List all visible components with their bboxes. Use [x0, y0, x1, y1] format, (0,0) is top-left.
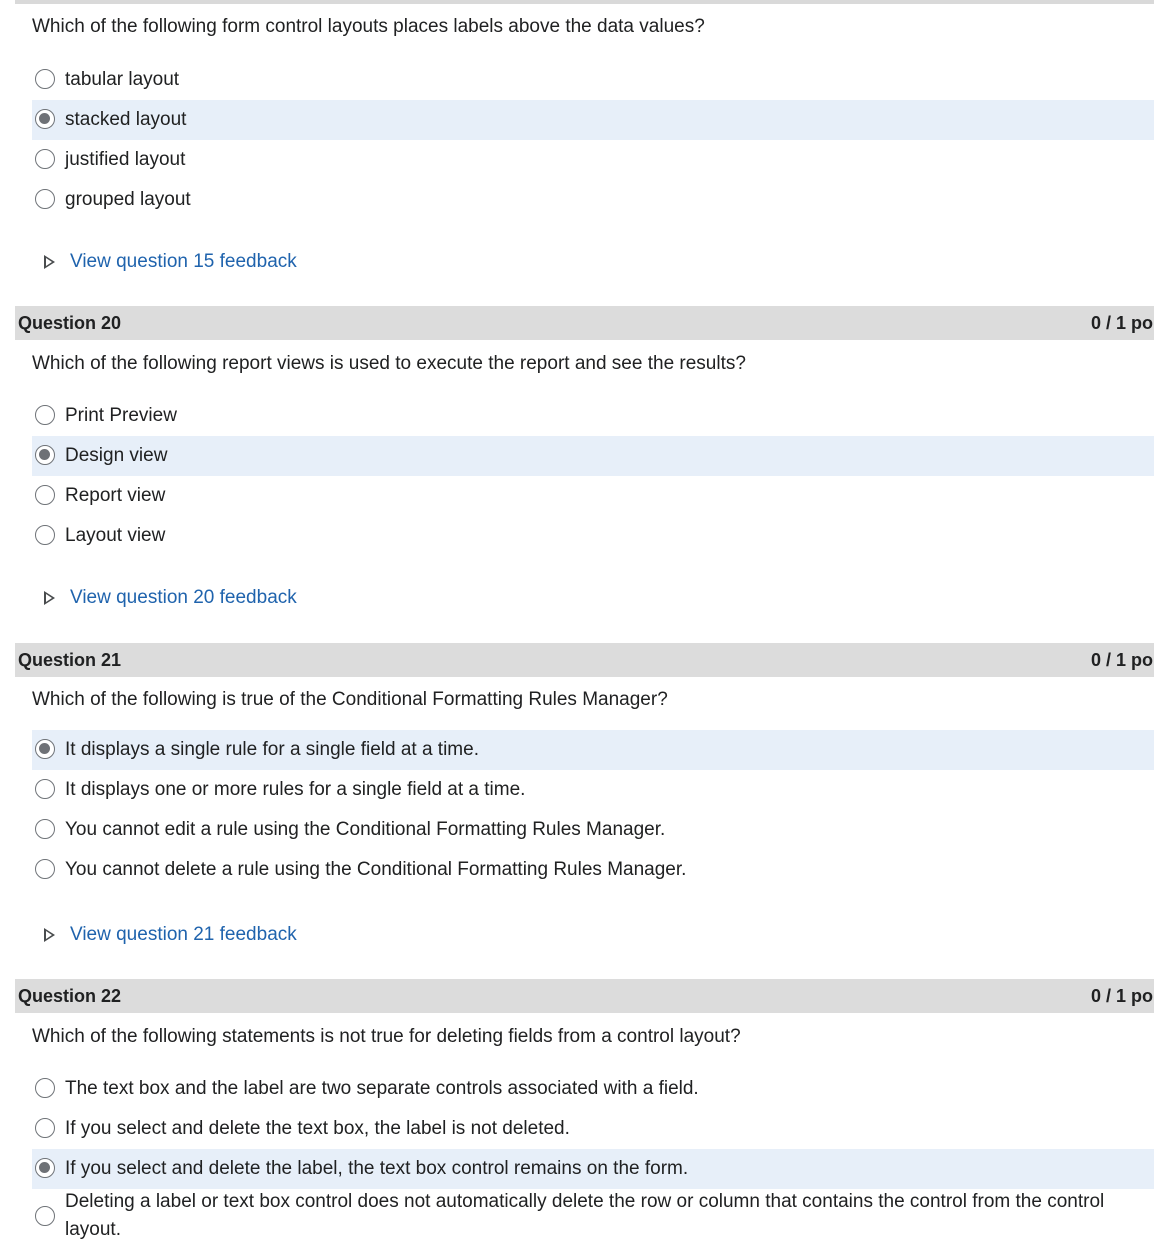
question-15-text: Which of the following form control layouts places labels above the data values? — [32, 16, 705, 37]
answer-option-label: You cannot delete a rule using the Conditional Formatting Rules Manager. — [65, 859, 687, 880]
answer-option[interactable] — [32, 810, 1154, 850]
radio-button[interactable] — [35, 1118, 55, 1138]
answer-option[interactable] — [32, 140, 1154, 180]
feedback-link[interactable]: View question 21 feedback — [70, 924, 297, 945]
radio-button[interactable] — [35, 109, 55, 129]
feedback-link[interactable]: View question 15 feedback — [70, 251, 297, 272]
answer-option-label: Layout view — [65, 525, 166, 546]
answer-option[interactable] — [32, 1149, 1154, 1189]
answer-option[interactable] — [32, 180, 1154, 220]
answer-option-label: grouped layout — [65, 189, 191, 210]
radio-dot-icon — [39, 113, 50, 124]
answer-option-label: You cannot edit a rule using the Conditional Formatting Rules Manager. — [65, 819, 666, 840]
radio-button[interactable] — [35, 405, 55, 425]
question-21-choices — [32, 730, 1154, 890]
question-title: Question 20 — [18, 313, 122, 333]
answer-option-label: It displays one or more rules for a single field at a time. — [65, 779, 526, 800]
radio-button[interactable] — [35, 149, 55, 169]
answer-option[interactable] — [32, 1069, 1154, 1109]
question-header — [15, 643, 1154, 677]
radio-dot-icon — [39, 743, 50, 754]
question-title: Question 21 — [18, 650, 122, 670]
radio-button[interactable] — [35, 485, 55, 505]
answer-option[interactable] — [32, 436, 1154, 476]
answer-option-label: The text box and the label are two separate controls associated with a field. — [65, 1078, 699, 1099]
answer-option-label: Print Preview — [65, 405, 177, 426]
radio-button[interactable] — [35, 739, 55, 759]
question-15-choices — [32, 60, 1154, 220]
radio-button[interactable] — [35, 859, 55, 879]
answer-option[interactable] — [32, 476, 1154, 516]
answer-option-label: Report view — [65, 485, 166, 506]
answer-option[interactable] — [32, 396, 1154, 436]
question-21-text: Which of the following is true of the Conditional Formatting Rules Manager? — [32, 689, 668, 710]
radio-button[interactable] — [35, 445, 55, 465]
answer-option[interactable] — [32, 516, 1154, 556]
answer-option[interactable] — [32, 1109, 1154, 1149]
answer-option-label: If you select and delete the text box, the label is not deleted. — [65, 1118, 570, 1139]
question-22-choices — [32, 1069, 1154, 1245]
question-20-text: Which of the following report views is used to execute the report and see the results? — [32, 353, 746, 374]
answer-option-label: stacked layout — [65, 109, 187, 130]
feedback-link[interactable]: View question 20 feedback — [70, 587, 297, 608]
question-22-text: Which of the following statements is not true for deleting fields from a control layout? — [32, 1026, 741, 1047]
question-title: Question 22 — [18, 986, 122, 1006]
expand-triangle-icon — [44, 928, 55, 942]
radio-dot-icon — [39, 1162, 50, 1173]
answer-option-label: Deleting a label or text box control does not automatically delete the row or column that contains the control from the control layout. — [65, 1191, 1105, 1240]
radio-button[interactable] — [35, 69, 55, 89]
top-divider — [15, 0, 1154, 4]
answer-option-label: Design view — [65, 445, 168, 466]
radio-button[interactable] — [35, 525, 55, 545]
answer-option[interactable] — [32, 850, 1154, 890]
answer-option-label: justified layout — [65, 149, 186, 170]
answer-option-label: It displays a single rule for a single field at a time. — [65, 739, 479, 760]
answer-option[interactable] — [32, 60, 1154, 100]
radio-button[interactable] — [35, 1158, 55, 1178]
question-header — [15, 306, 1154, 340]
radio-button[interactable] — [35, 819, 55, 839]
answer-option-label: tabular layout — [65, 69, 180, 90]
expand-triangle-icon — [44, 591, 55, 605]
answer-option[interactable] — [32, 770, 1154, 810]
question-points: 0 / 1 po — [1091, 313, 1154, 333]
answer-option[interactable] — [32, 730, 1154, 770]
radio-button[interactable] — [35, 779, 55, 799]
answer-option-label: If you select and delete the label, the text box control remains on the form. — [65, 1158, 689, 1179]
radio-button[interactable] — [35, 1078, 55, 1098]
question-points: 0 / 1 po — [1091, 650, 1154, 670]
radio-dot-icon — [39, 449, 50, 460]
answer-option[interactable] — [32, 100, 1154, 140]
question-header — [15, 979, 1154, 1013]
radio-button[interactable] — [35, 189, 55, 209]
question-20-choices — [32, 396, 1154, 556]
expand-triangle-icon — [44, 255, 55, 269]
answer-option[interactable] — [32, 1189, 1154, 1245]
question-points: 0 / 1 po — [1091, 986, 1154, 1006]
radio-button[interactable] — [35, 1206, 55, 1226]
